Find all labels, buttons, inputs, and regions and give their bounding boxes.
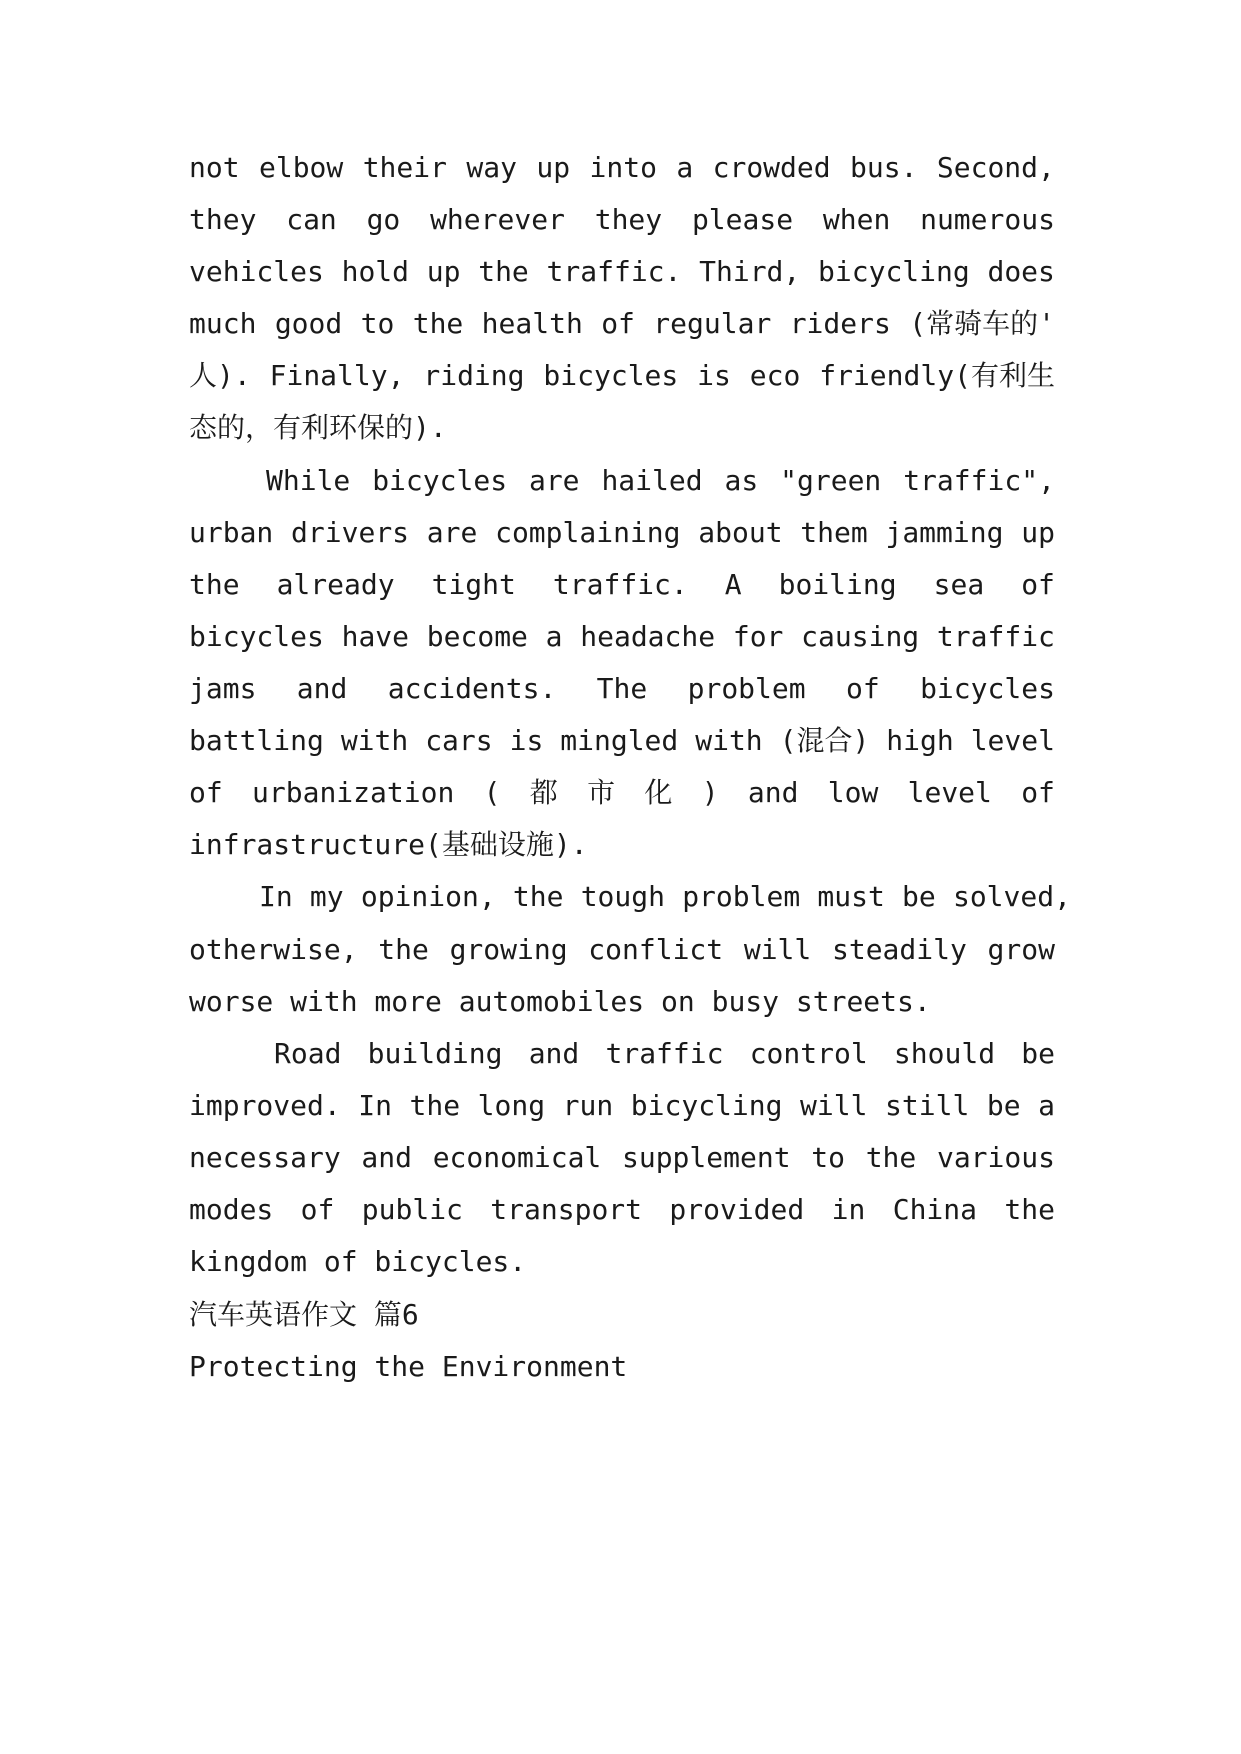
word: up — [1021, 516, 1055, 549]
word: sea — [933, 568, 985, 601]
word: go — [366, 203, 401, 236]
paragraph-4-line-1 — [274, 1034, 1055, 1074]
word: (常骑车的' — [909, 307, 1055, 340]
word: 人). — [189, 359, 251, 392]
word: with — [340, 724, 409, 757]
word: provided — [669, 1193, 805, 1226]
word: bicycles — [189, 620, 324, 653]
word: cars — [425, 724, 493, 757]
word: 化 — [644, 776, 673, 809]
word: A — [724, 568, 742, 601]
paragraph-2-line-4 — [189, 617, 1055, 657]
word: please — [691, 203, 794, 236]
word: building — [367, 1037, 503, 1070]
paragraph-4-line-2 — [189, 1086, 1055, 1126]
word: jamming — [885, 516, 1004, 549]
word: While — [266, 464, 351, 497]
word: is — [697, 359, 731, 392]
word: can — [286, 203, 337, 236]
paragraph-1-line-2 — [189, 200, 1055, 240]
word: should — [893, 1037, 996, 1070]
word: low — [827, 776, 879, 809]
word: the — [512, 880, 564, 913]
word: necessary — [189, 1141, 341, 1174]
word: regular — [653, 307, 772, 340]
word: still — [885, 1089, 970, 1122]
word: crowded — [712, 151, 831, 184]
word: battling — [189, 724, 324, 757]
word: the — [1004, 1193, 1055, 1226]
paragraph-1-line-3 — [189, 252, 1055, 292]
word: bicycling — [630, 1089, 783, 1122]
word: hailed — [601, 464, 703, 497]
word: when — [822, 203, 891, 236]
word: much — [189, 307, 257, 340]
paragraph-4-line-3 — [189, 1138, 1055, 1178]
word: The — [596, 672, 648, 705]
word: and — [747, 776, 799, 809]
paragraph-3-line-1 — [259, 877, 1071, 917]
word: them — [800, 516, 868, 549]
word: the — [412, 307, 464, 340]
essay-title: Protecting the Environment — [189, 1350, 628, 1383]
word: with — [695, 724, 763, 757]
word: grow — [987, 933, 1055, 966]
word: problem — [682, 880, 801, 913]
paragraph-2-line-2 — [189, 513, 1055, 553]
word: ( — [483, 776, 501, 809]
word: various — [936, 1141, 1055, 1174]
word: elbow — [258, 151, 344, 184]
word: economical — [432, 1141, 602, 1174]
word: tough — [580, 880, 665, 913]
word: accidents. — [387, 672, 557, 705]
word: their — [362, 151, 447, 184]
word: health — [481, 307, 583, 340]
word: Road — [274, 1037, 342, 1070]
section-heading: 汽车英语作文 篇6 — [189, 1298, 419, 1331]
word: to — [360, 307, 395, 340]
word: will — [800, 1089, 868, 1122]
word: bicycles — [920, 672, 1055, 705]
word: about — [698, 516, 783, 549]
word: they — [594, 203, 663, 236]
word: conflict — [588, 933, 724, 966]
word: Second, — [936, 151, 1055, 184]
word: high — [886, 724, 954, 757]
word: up — [426, 255, 461, 288]
word: for — [732, 620, 784, 653]
word: In — [259, 880, 293, 913]
word: friendly(有利生 — [819, 359, 1055, 392]
word: numerous — [920, 203, 1055, 236]
word: a — [676, 151, 694, 184]
paragraph-2-line-5 — [189, 669, 1055, 709]
word: control — [749, 1037, 868, 1070]
word: boiling — [778, 568, 897, 601]
word: headache — [580, 620, 716, 653]
word: wherever — [430, 203, 565, 236]
word: drivers — [291, 516, 410, 549]
word: growing — [449, 933, 568, 966]
word: Finally, — [269, 359, 405, 392]
word: ) — [701, 776, 719, 809]
word: of — [1021, 568, 1055, 601]
word: bicycles — [372, 464, 508, 497]
paragraph-2-line-6 — [189, 721, 1055, 761]
word: are — [528, 464, 580, 497]
word: eco — [749, 359, 801, 392]
word: bicycling — [818, 255, 970, 288]
word: traffic", — [903, 464, 1055, 497]
word: my — [309, 880, 344, 913]
word: riders — [789, 307, 891, 340]
paragraph-4-line-5: kingdom of bicycles. — [189, 1245, 527, 1278]
word: they — [189, 203, 257, 236]
paragraph-4-line-4 — [189, 1190, 1055, 1230]
word: of — [845, 672, 880, 705]
word: steadily — [831, 933, 967, 966]
paragraph-1-line-5 — [189, 356, 1055, 396]
word: good — [274, 307, 343, 340]
word: become — [426, 620, 528, 653]
word: China — [892, 1193, 978, 1226]
paragraph-2-line-8: infrastructure(基础设施). — [189, 828, 588, 861]
word: traffic — [936, 620, 1055, 653]
word: modes — [189, 1193, 274, 1226]
word: urbanization — [252, 776, 455, 809]
word: traffic. — [546, 255, 682, 288]
word: urban — [189, 516, 274, 549]
word: tight — [431, 568, 516, 601]
word: traffic — [605, 1037, 724, 1070]
word: level — [970, 724, 1055, 757]
word: the — [189, 568, 240, 601]
word: complaining — [495, 516, 681, 549]
word: in — [831, 1193, 866, 1226]
word: riding — [423, 359, 525, 392]
word: and — [528, 1037, 580, 1070]
word: will — [743, 933, 812, 966]
word: have — [341, 620, 410, 653]
word: supplement — [621, 1141, 791, 1174]
word: of — [189, 776, 223, 809]
word: be — [902, 880, 936, 913]
word: is — [509, 724, 544, 757]
word: vehicles — [189, 255, 324, 288]
paragraph-1-line-4 — [189, 304, 1055, 344]
paragraph-2-line-3 — [189, 565, 1055, 605]
word: run — [562, 1089, 614, 1122]
word: solved, — [952, 880, 1071, 913]
word: "green — [780, 464, 882, 497]
word: a — [545, 620, 563, 653]
word: transport — [490, 1193, 643, 1226]
word: to — [811, 1141, 845, 1174]
word: 都 — [529, 776, 558, 809]
word: already — [276, 568, 395, 601]
word: public — [361, 1193, 463, 1226]
word: hold — [341, 255, 410, 288]
word: the — [409, 1089, 461, 1122]
word: In — [358, 1089, 392, 1122]
word: as — [724, 464, 759, 497]
word: (混合) — [779, 724, 870, 757]
word: problem — [687, 672, 806, 705]
word: must — [817, 880, 885, 913]
word: does — [987, 255, 1055, 288]
word: bus. — [850, 151, 918, 184]
word: improved. — [189, 1089, 341, 1122]
word: and — [361, 1141, 412, 1174]
word: and — [296, 672, 348, 705]
paragraph-3-line-2 — [189, 930, 1055, 970]
word: way — [466, 151, 517, 184]
word: be — [1021, 1037, 1055, 1070]
word: long — [477, 1089, 546, 1122]
paragraph-1-line-1 — [189, 148, 1055, 188]
word: Third, — [699, 255, 801, 288]
word: not — [189, 151, 240, 184]
word: bicycles — [543, 359, 679, 392]
word: into — [589, 151, 657, 184]
word: of — [300, 1193, 335, 1226]
paragraph-2-line-7 — [189, 773, 1055, 813]
word: of — [601, 307, 635, 340]
word: are — [426, 516, 478, 549]
paragraph-1-line-6: 态的，有利环保的). — [189, 411, 447, 444]
word: be — [986, 1089, 1021, 1122]
word: the — [478, 255, 529, 288]
word: 市 — [587, 776, 616, 809]
word: up — [536, 151, 571, 184]
word: causing — [801, 620, 920, 653]
word: otherwise, — [189, 933, 358, 966]
word: mingled — [560, 724, 679, 757]
word: a — [1038, 1089, 1055, 1122]
paragraph-3-line-3: worse with more automobiles on busy streets. — [189, 985, 931, 1018]
paragraph-2-line-1 — [266, 461, 1055, 501]
word: the — [865, 1141, 917, 1174]
word: of — [1021, 776, 1055, 809]
word: level — [907, 776, 992, 809]
word: jams — [189, 672, 257, 705]
word: opinion, — [360, 880, 496, 913]
word: the — [378, 933, 429, 966]
word: traffic. — [552, 568, 688, 601]
